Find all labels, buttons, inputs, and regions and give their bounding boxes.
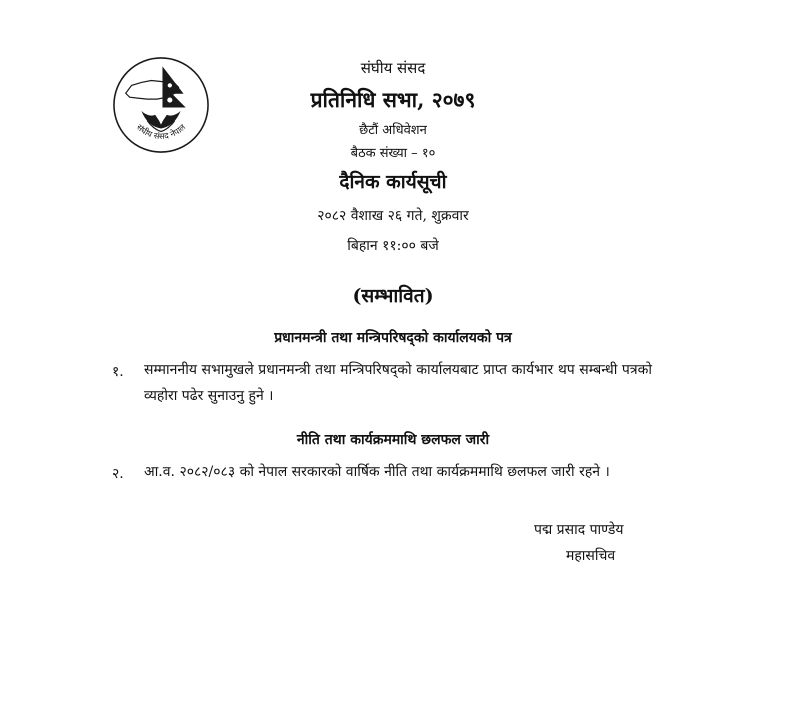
agenda-title: दैनिक कार्यसूची — [339, 171, 447, 193]
emblem-text: संघीय संसद नेपाल — [134, 121, 188, 141]
section-heading: नीति तथा कार्यक्रममाथि छलफल जारी — [296, 432, 490, 448]
item-text: आ.व. २०८२/०८३ को नेपाल सरकारको वार्षिक नीति तथा कार्यक्रममाथि छलफल जारी रहने । — [144, 464, 610, 480]
signatory-name: पद्म प्रसाद पाण्डेय — [534, 522, 624, 538]
agenda-date: २०८२ वैशाख २६ गते, शुक्रवार — [317, 208, 469, 224]
meeting-number: बैठक संख्या – १० — [350, 146, 436, 161]
item-text: सम्माननीय सभामुखले प्रधानमन्त्री तथा मन्त्रिपरिषद्को कार्यालयबाट प्राप्त कार्यभार थप सम्बन्धी पत्रको व्यहोरा पढेर सुनाउनु हुने । — [144, 362, 652, 404]
section-heading: प्रधानमन्त्री तथा मन्त्रिपरिषद्को कार्यालयको पत्र — [274, 330, 512, 346]
session-label: छैटौं अधिवेशन — [359, 123, 427, 138]
house-title: प्रतिनिधि सभा, २०७९ — [310, 87, 476, 112]
signatory-title: महासचिव — [566, 548, 616, 564]
agenda-time: बिहान ११:०० बजे — [347, 238, 439, 254]
item-number: १. — [112, 364, 124, 380]
agenda-status: (सम्भावित) — [352, 285, 434, 307]
parliament-name: संघीय संसद — [360, 59, 426, 77]
item-number: २. — [112, 466, 124, 482]
